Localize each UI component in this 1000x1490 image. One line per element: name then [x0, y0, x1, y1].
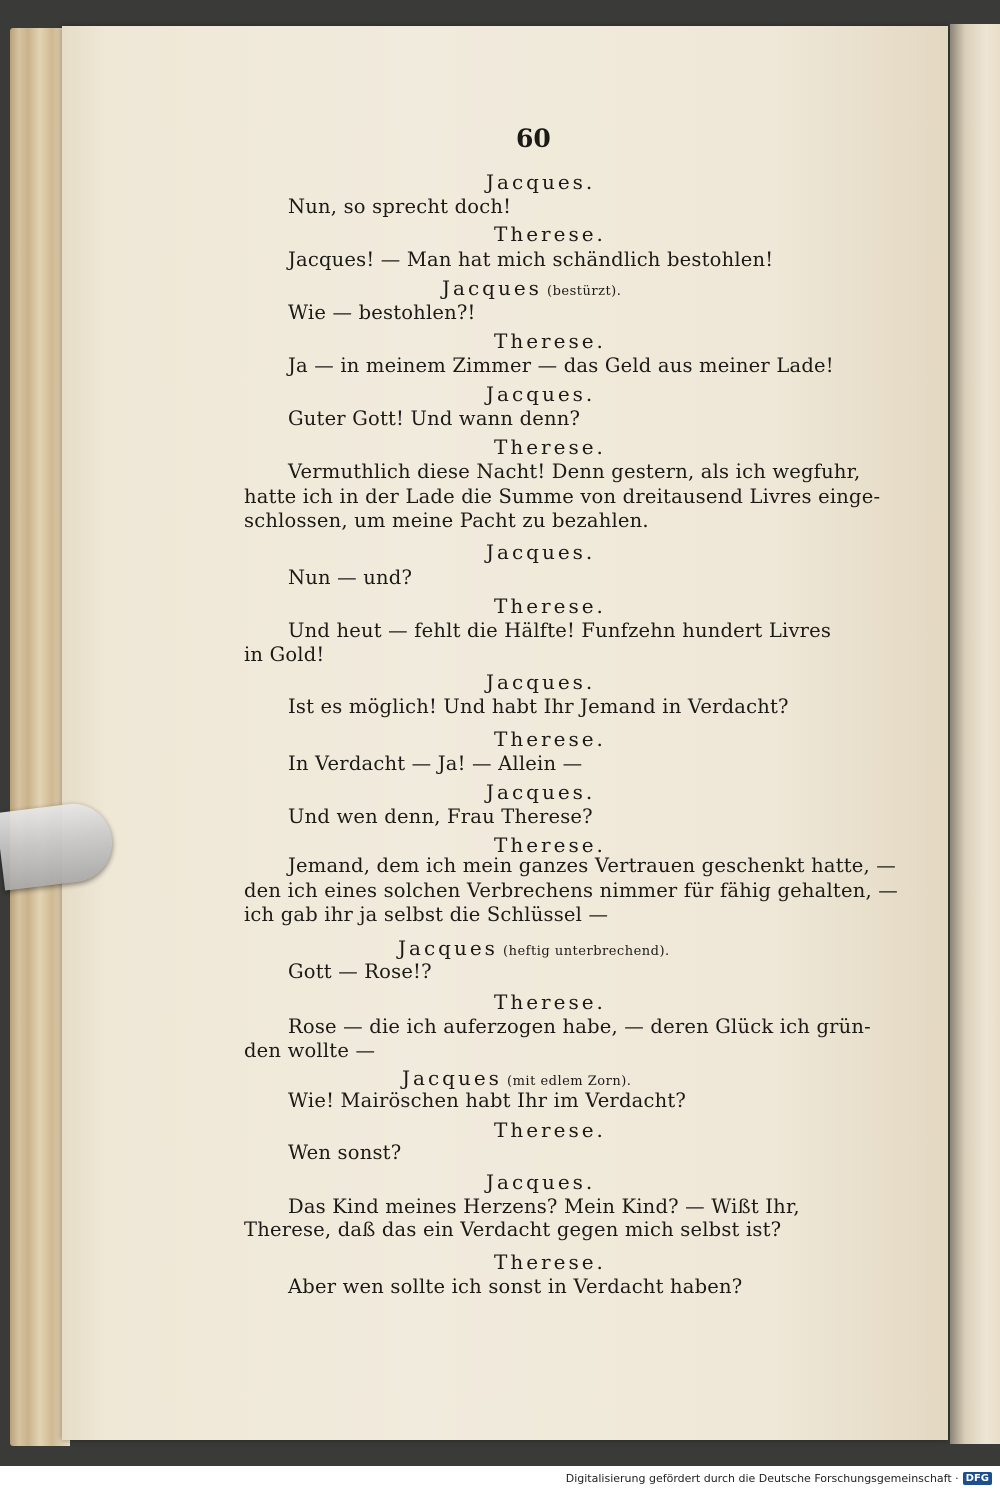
right-page-edge	[950, 24, 1000, 1444]
speaker-heading: Therese.	[494, 833, 606, 857]
page-number: 60	[516, 124, 551, 153]
speaker-heading: Jacques	[442, 276, 542, 300]
speaker-heading: Therese.	[494, 1250, 606, 1274]
dialogue-line: Nun, so sprecht doch!	[288, 195, 512, 218]
dialogue-line: In Verdacht — Ja! — Allein —	[288, 752, 583, 775]
dialogue-line: Vermuthlich diese Nacht! Denn gestern, als ich wegfuhr,	[288, 460, 861, 483]
dialogue-line: in Gold!	[244, 643, 325, 666]
speaker-heading: Jacques.	[486, 1170, 596, 1194]
speaker-heading: Jacques.	[486, 670, 596, 694]
dialogue-line: Guter Gott! Und wann denn?	[288, 407, 581, 430]
speaker-heading: Jacques	[398, 936, 498, 960]
stage-direction: (heftig unterbrechend).	[503, 944, 670, 959]
dialogue-line: Wie — bestohlen?!	[288, 301, 476, 324]
speaker-heading: Jacques.	[486, 382, 596, 406]
dialogue-line: Therese, daß das ein Verdacht gegen mich selbst ist?	[244, 1218, 782, 1241]
dialogue-line: Nun — und?	[288, 566, 413, 589]
footer-credit: Digitalisierung gefördert durch die Deutsche Forschungsgemeinschaft ·	[565, 1471, 959, 1485]
stage-direction: (mit edlem Zorn).	[507, 1074, 632, 1089]
speaker-heading: Therese.	[494, 990, 606, 1014]
dialogue-line: Jacques! — Man hat mich schändlich bestohlen!	[288, 248, 774, 271]
dialogue-line: Ja — in meinem Zimmer — das Geld aus meiner Lade!	[288, 354, 834, 377]
speaker-heading: Therese.	[494, 594, 606, 618]
dialogue-line: schlossen, um meine Pacht zu bezahlen.	[244, 509, 649, 532]
dialogue-line: Das Kind meines Herzens? Mein Kind? — Wißt Ihr,	[288, 1195, 800, 1218]
speaker-heading: Therese.	[494, 435, 606, 459]
speaker-with-direction	[398, 936, 670, 960]
speaker-with-direction	[402, 1066, 631, 1090]
speaker-heading: Therese.	[494, 222, 606, 246]
stage-direction: (bestürzt).	[547, 284, 622, 299]
dialogue-line: Gott — Rose!?	[288, 960, 432, 983]
speaker-heading: Therese.	[494, 727, 606, 751]
dialogue-line: ich gab ihr ja selbst die Schlüssel —	[244, 903, 609, 926]
speaker-heading: Jacques	[402, 1066, 502, 1090]
dialogue-line: den ich eines solchen Verbrechens nimmer für fähig gehalten, —	[244, 879, 898, 902]
digitization-footer	[0, 1466, 1000, 1490]
dialogue-line: Rose — die ich auferzogen habe, — deren Glück ich grün-	[288, 1015, 871, 1038]
speaker-with-direction	[442, 276, 621, 300]
dfg-logo: DFG	[963, 1472, 992, 1485]
speaker-heading: Therese.	[494, 1118, 606, 1142]
speaker-heading: Jacques.	[486, 780, 596, 804]
dialogue-line: Wie! Mairöschen habt Ihr im Verdacht?	[288, 1089, 687, 1112]
dialogue-line: Wen sonst?	[288, 1141, 402, 1164]
dialogue-line: Jemand, dem ich mein ganzes Vertrauen geschenkt hatte, —	[288, 854, 896, 877]
dialogue-line: Und wen denn, Frau Therese?	[288, 805, 593, 828]
dialogue-line: den wollte —	[244, 1039, 376, 1062]
left-page-edges	[10, 28, 70, 1446]
speaker-heading: Therese.	[494, 329, 606, 353]
speaker-heading: Jacques.	[486, 540, 596, 564]
dialogue-line: hatte ich in der Lade die Summe von dreitausend Livres einge-	[244, 485, 881, 508]
dialogue-line: Ist es möglich! Und habt Ihr Jemand in Verdacht?	[288, 695, 789, 718]
dialogue-line: Und heut — fehlt die Hälfte! Funfzehn hundert Livres	[288, 619, 832, 642]
dialogue-line: Aber wen sollte ich sonst in Verdacht haben?	[288, 1275, 743, 1298]
speaker-heading: Jacques.	[486, 170, 596, 194]
